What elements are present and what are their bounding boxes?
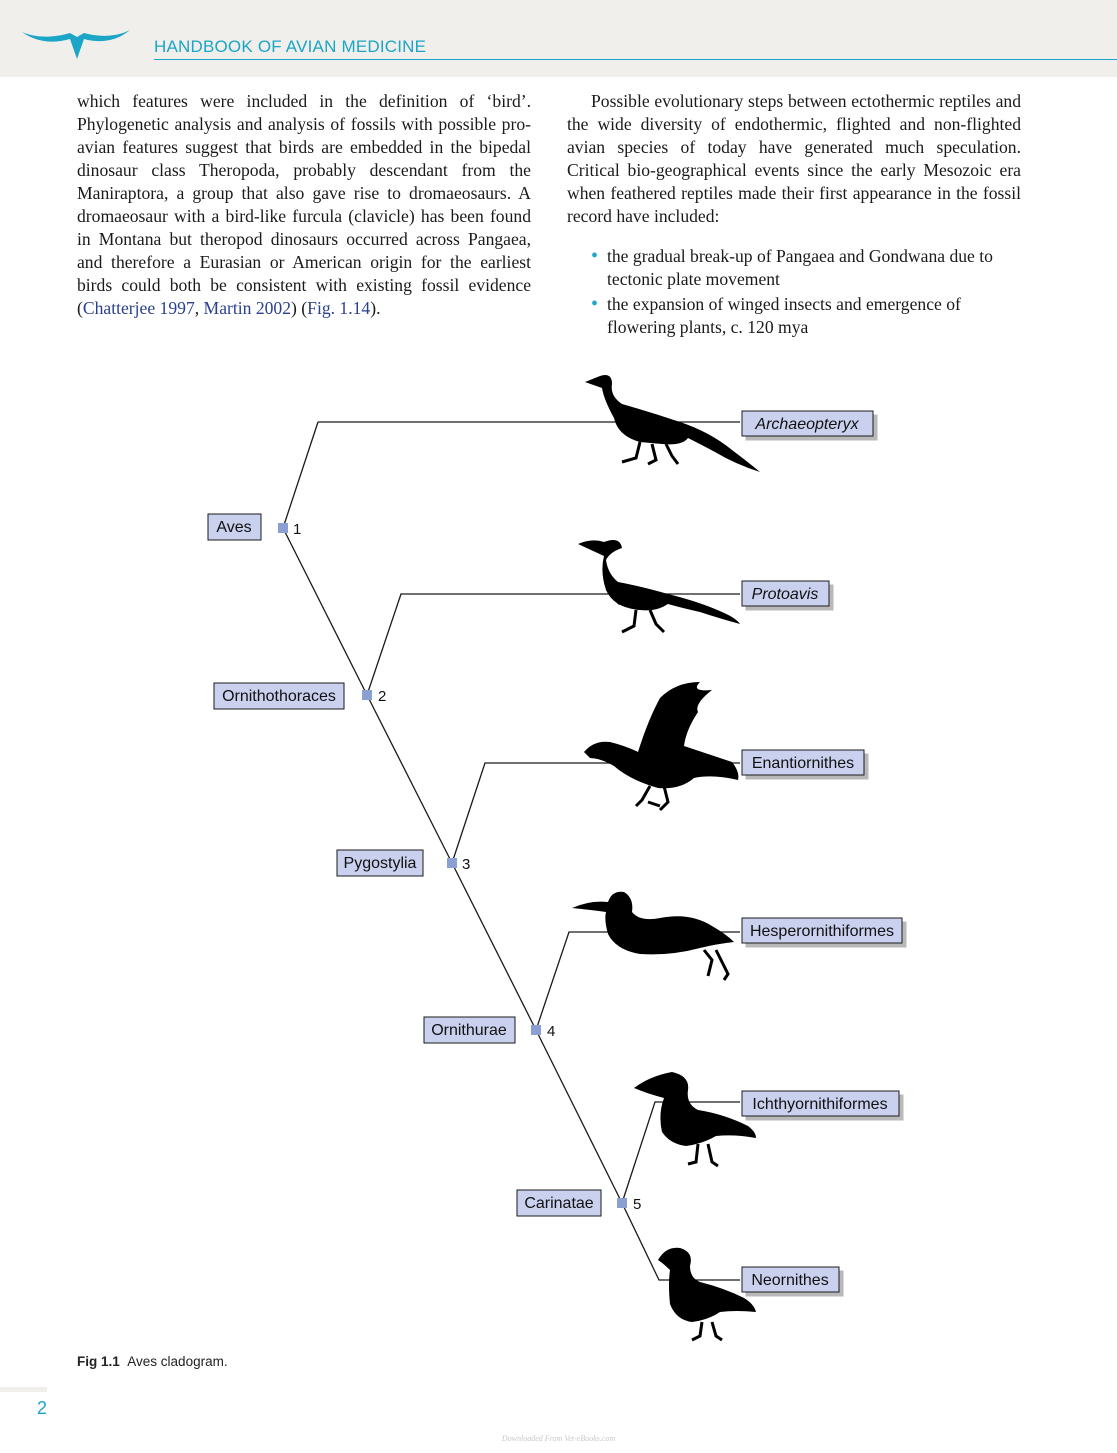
node-number: 4 bbox=[547, 1023, 556, 1040]
taxon-label-neornithes: Neornithes bbox=[751, 1272, 829, 1289]
clade-label-aves: Aves bbox=[216, 519, 252, 536]
paragraph-text: which features were included in the definition of ‘bird’. Phylogenetic analysis and analysis of fossils with possible pro-avian features suggest that birds are embedded in the bipedal dinosaur class Theropoda, probably descendant from the Maniraptora, a group that also gave rise to dromaeosaurs. A dromaeosaur with a bird-like furcula (clavicle) has been found in Montana but theropod dinosaurs occurred across Pangaea, and therefore a Eurasian or American origin for the earliest birds could both be consistent with existing fossil evidence ( bbox=[77, 91, 531, 318]
node-number: 5 bbox=[633, 1196, 642, 1213]
clade-labels bbox=[208, 514, 601, 1216]
taxon-labels bbox=[742, 411, 902, 1292]
figure-caption bbox=[77, 1354, 228, 1369]
page-tab-decoration bbox=[0, 1387, 47, 1392]
bird-wing-logo bbox=[22, 24, 132, 62]
bullet-item: • the gradual break-up of Pangaea and Gondwana due to tectonic plate movement bbox=[607, 245, 1021, 290]
body-column-right bbox=[567, 90, 1021, 341]
paragraph-end: ). bbox=[370, 298, 381, 318]
taxon-label-archaeopteryx: Archaeopteryx bbox=[755, 416, 859, 433]
protoavis-silhouette bbox=[578, 540, 740, 632]
page-header bbox=[0, 0, 1117, 77]
header-rule bbox=[154, 59, 1117, 60]
aves-cladogram bbox=[0, 360, 1117, 1345]
page-number: 2 bbox=[37, 1398, 48, 1418]
node-marker bbox=[617, 1198, 627, 1208]
separator: ) ( bbox=[291, 298, 308, 318]
node-marker bbox=[531, 1025, 541, 1035]
node-number: 2 bbox=[378, 688, 387, 705]
body-column-left bbox=[77, 90, 531, 320]
taxon-label-protoavis: Protoavis bbox=[751, 586, 819, 603]
citation-link[interactable]: Chatterjee 1997 bbox=[82, 298, 195, 318]
running-title: HANDBOOK OF AVIAN MEDICINE bbox=[154, 37, 427, 56]
figure-caption-label: Fig 1.1 bbox=[77, 1354, 120, 1369]
bullet-list bbox=[567, 245, 1021, 338]
node-number: 1 bbox=[293, 521, 302, 538]
citation-link[interactable]: Martin 2002 bbox=[203, 298, 292, 318]
neornithes-silhouette bbox=[658, 1248, 756, 1340]
taxon-label-enantiornithes: Enantiornithes bbox=[751, 755, 855, 772]
clade-label-ornithothoraces: Ornithothoraces bbox=[222, 688, 336, 705]
paragraph-left bbox=[77, 90, 531, 320]
node-markers bbox=[278, 521, 641, 1213]
clade-label-ornithurae: Ornithurae bbox=[431, 1022, 507, 1039]
node-number: 3 bbox=[462, 856, 471, 873]
bullet-item: • the expansion of winged insects and emergence of flowering plants, c. 120 mya bbox=[607, 293, 1021, 338]
node-marker bbox=[447, 858, 457, 868]
node-marker bbox=[362, 690, 372, 700]
figure-caption-text: Aves cladogram. bbox=[127, 1354, 228, 1369]
separator: , bbox=[194, 298, 204, 318]
figure-reference-link[interactable]: Fig. 1.14 bbox=[307, 298, 371, 318]
hesperornithiformes-silhouette bbox=[572, 892, 734, 980]
ichthyornithiformes-silhouette bbox=[634, 1072, 756, 1166]
taxon-label-ichthyornithiformes: Ichthyornithiformes bbox=[752, 1096, 888, 1113]
node-marker bbox=[278, 523, 288, 533]
clade-label-pygostylia: Pygostylia bbox=[343, 855, 417, 872]
taxon-label-hesperornithiformes: Hesperornithiformes bbox=[749, 923, 895, 940]
paragraph-right: Possible evolutionary steps between ectothermic reptiles and the wide diversity of endothermic, flighted and non-flighted avian species of today have generated much speculation. Critical bio-geographical events since the early Mesozoic era when feathered reptiles made their first appearance in the fossil record have included: bbox=[567, 91, 1021, 226]
clade-label-carinatae: Carinatae bbox=[524, 1195, 594, 1212]
enantiornithes-silhouette bbox=[584, 682, 738, 810]
watermark: Downloaded From Vet-eBooks.com bbox=[501, 1434, 616, 1443]
archaeopteryx-silhouette bbox=[585, 375, 760, 472]
